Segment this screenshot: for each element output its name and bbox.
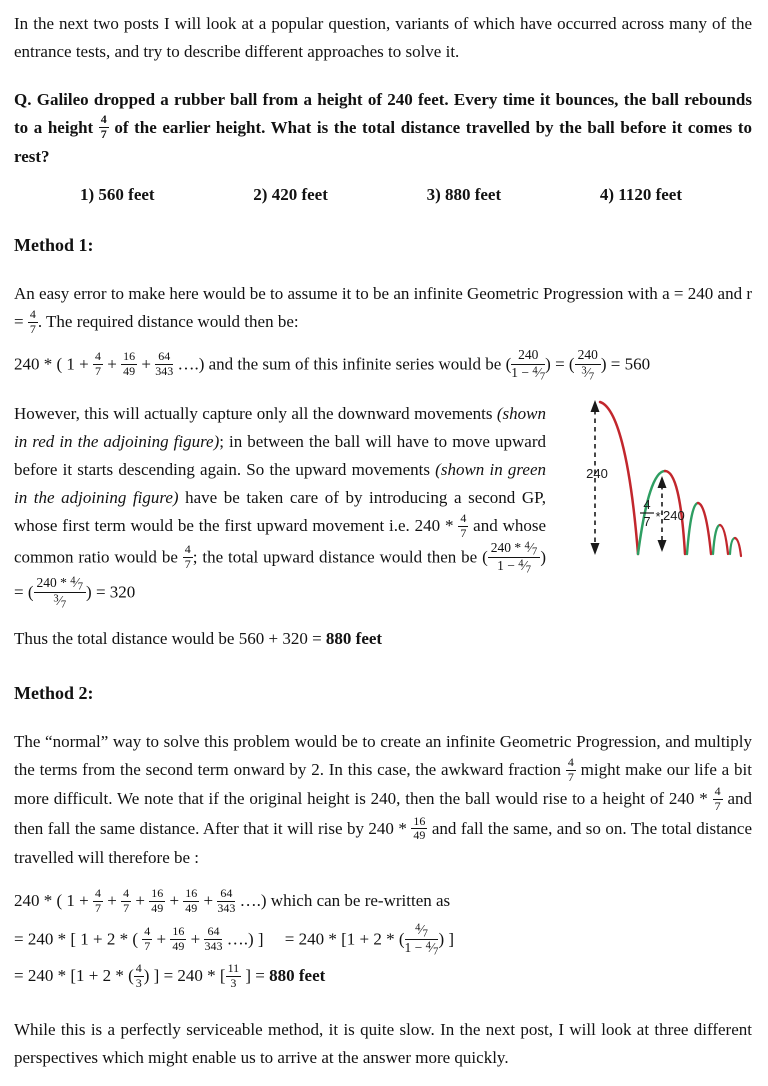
- fraction: $\frac{^4⁄_7}{1 - ^4⁄_7}$: [404, 921, 439, 958]
- slanted-fraction: $^4⁄_7$: [518, 558, 531, 576]
- bounce-label-operator: *: [655, 509, 661, 525]
- fraction: $\frac{4}{3}$: [135, 961, 142, 991]
- method1-conclusion: Thus the total distance would be 560 + 320 = 880 feet: [14, 628, 383, 648]
- fraction: $\frac{4}{7}$: [144, 923, 151, 953]
- option-3: 3) 880 feet: [426, 184, 502, 204]
- slanted-fraction: $^4⁄_7$: [524, 540, 538, 558]
- method1-explanation: However, this will actually capture only all the downward movements (shown in red in the adjoining figure); in between the ball will have to move upward before it starts descending again. So the upward movements (shown in green in the adjoining figure) have be taken care of by introducing a second GP, whose first term would be the first upward movement i.e. 240 * $\frac{4}{7}$ and whose common ratio would be $\frac{4}{7}$ ; the total upward distance would then be ( $\frac{240 * ^4⁄_7}{1 - ^4⁄_7}$ ) = ( $\frac{240 * ^4⁄_7}{^3⁄_7}$ ) = 320: [14, 404, 547, 611]
- fraction: $\frac{64}{343}$: [217, 886, 236, 915]
- method2-formula-line3: = 240 * [1 + 2 * ( $\frac{4}{3}$ ) ] = 240 * [ $\frac{11}{3}$ ] = 880 feet: [14, 961, 326, 991]
- bounce-label-value: 240: [663, 508, 685, 524]
- slanted-fraction: $^4⁄_7$: [70, 575, 84, 593]
- bounce4-up-curve-green: [730, 538, 735, 554]
- fraction: $\frac{4}{7}$: [100, 112, 107, 142]
- drop-height-label: 240: [586, 466, 608, 482]
- question-text: Q. Galileo dropped a rubber ball from a height of 240 feet. Every time it bounces, the ball rebounds to a height $\frac{4}{7}$ of the earlier height. What is the total distance travelled by the ball before it comes to rest?: [14, 89, 752, 167]
- slanted-fraction: $^4⁄_7$: [425, 939, 439, 958]
- method2-formula-line1: 240 * ( 1 + $\frac{4}{7}$ + $\frac{4}{7}$ + $\frac{16}{49}$ + $\frac{16}{49}$ + $\frac{64}{343}$ ….) which can be re-written as: [14, 886, 451, 915]
- option-2: 2) 420 feet: [253, 184, 328, 204]
- slanted-fraction: $^4⁄_7$: [532, 364, 546, 383]
- fraction: $\frac{240}{1 - ^4⁄_7}$: [511, 346, 546, 383]
- fraction: $\frac{4}{7}$: [123, 886, 130, 915]
- slanted-fraction: $^4⁄_7$: [415, 921, 428, 940]
- fraction: $\frac{4}{7}$: [29, 307, 36, 336]
- method2-intro: The “normal” way to solve this problem would be to create an infinite Geometric Progression, and multiply the terms from the second term onward by 2. In this case, the awkward fraction $\frac{4}{7}$ might make our life a bit more difficult. We note that if the original height is 240, then the ball would rise to a height of 240 * $\frac{4}{7}$ and then fall the same distance. After that it will rise by 240 * $\frac{16}{49}$ and fall the same, and so on. The total distance travelled will therefore be :: [14, 732, 753, 868]
- fraction: $\frac{16}{49}$: [185, 886, 198, 915]
- bounce2-down-curve-red: [698, 503, 711, 554]
- answer-options: [80, 185, 682, 205]
- fraction: $\frac{4}{7}$: [714, 784, 721, 814]
- method1-formula: 240 * ( 1 + $\frac{4}{7}$ + $\frac{16}{49}$ + $\frac{64}{343}$ ….) and the sum of this infinite series would be ( $\frac{240}{1 - ^4⁄_7}$ ) = ( $\frac{240}{^3⁄_7}$ ) = 560: [14, 346, 651, 383]
- fraction: $\frac{4}{7}$: [567, 754, 574, 784]
- method1-explanation-block: [14, 400, 752, 610]
- fraction: $\frac{4}{7}$: [184, 542, 191, 572]
- slanted-fraction: $^3⁄_7$: [53, 592, 67, 611]
- fraction: $\frac{16}{49}$: [151, 886, 164, 915]
- method1-intro: An easy error to make here would be to assume it to be an infinite Geometric Progression with a = 240 and r = $\frac{4}{7}$ . The required distance would then be:: [14, 284, 752, 336]
- fraction: $\frac{240 * ^4⁄_7}{^3⁄_7}$: [34, 575, 87, 610]
- fraction: $\frac{4}{7}$: [460, 510, 467, 540]
- option-1: 1) 560 feet: [80, 184, 155, 204]
- fraction: $\frac{11}{3}$: [227, 961, 240, 991]
- bounce-figure-svg: [554, 396, 752, 570]
- bounce-label-numerator: 4: [643, 497, 651, 513]
- closing-paragraph: While this is a perfectly serviceable method, it is quite slow. In the next post, I will look at three different perspectives which might enable us to arrive at the answer more quickly.: [14, 1020, 752, 1067]
- bounce2-up-curve-green: [687, 503, 698, 554]
- fraction: $\frac{240 * ^4⁄_7}{1 - ^4⁄_7}$: [488, 540, 541, 575]
- fraction: $\frac{4}{7}$: [95, 348, 101, 378]
- bounce3-up-curve-green: [713, 525, 720, 554]
- option-4: 4) 1120 feet: [599, 184, 682, 204]
- intro-paragraph: In the next two posts I will look at a popular question, variants of which have occurred across many of the entrance tests, and try to describe different approaches to solve it.: [14, 14, 752, 61]
- bounce4-down-curve-red: [735, 538, 741, 556]
- bounce-trajectory-figure: [554, 396, 752, 570]
- method2-formula-block: [14, 888, 752, 992]
- bounce-label-denominator: 7: [643, 514, 651, 530]
- fraction: $\frac{16}{49}$: [413, 813, 426, 843]
- fraction: $\frac{4}{7}$: [95, 886, 101, 915]
- bounce-height-label: [640, 497, 685, 529]
- method2-heading: Method 2:: [14, 682, 94, 703]
- bounce3-down-curve-red: [720, 525, 728, 554]
- slanted-fraction: $^3⁄_7$: [581, 364, 595, 383]
- fraction: $\frac{64}{343}$: [155, 348, 174, 378]
- fraction: $\frac{240}{^3⁄_7}$: [575, 347, 601, 382]
- fraction: $\frac{64}{343}$: [204, 923, 223, 953]
- method1-heading: Method 1:: [14, 234, 94, 255]
- fraction: $\frac{16}{49}$: [172, 923, 185, 953]
- method2-formula-line2: = 240 * [ 1 + 2 * ( $\frac{4}{7}$ + $\frac{16}{49}$ + $\frac{64}{343}$ ….) ] = 240 * [1 + 2 * ( $\frac{^4⁄_7}{1 - ^4⁄_7}$ ) ]: [14, 921, 455, 958]
- fraction: $\frac{16}{49}$: [123, 348, 136, 378]
